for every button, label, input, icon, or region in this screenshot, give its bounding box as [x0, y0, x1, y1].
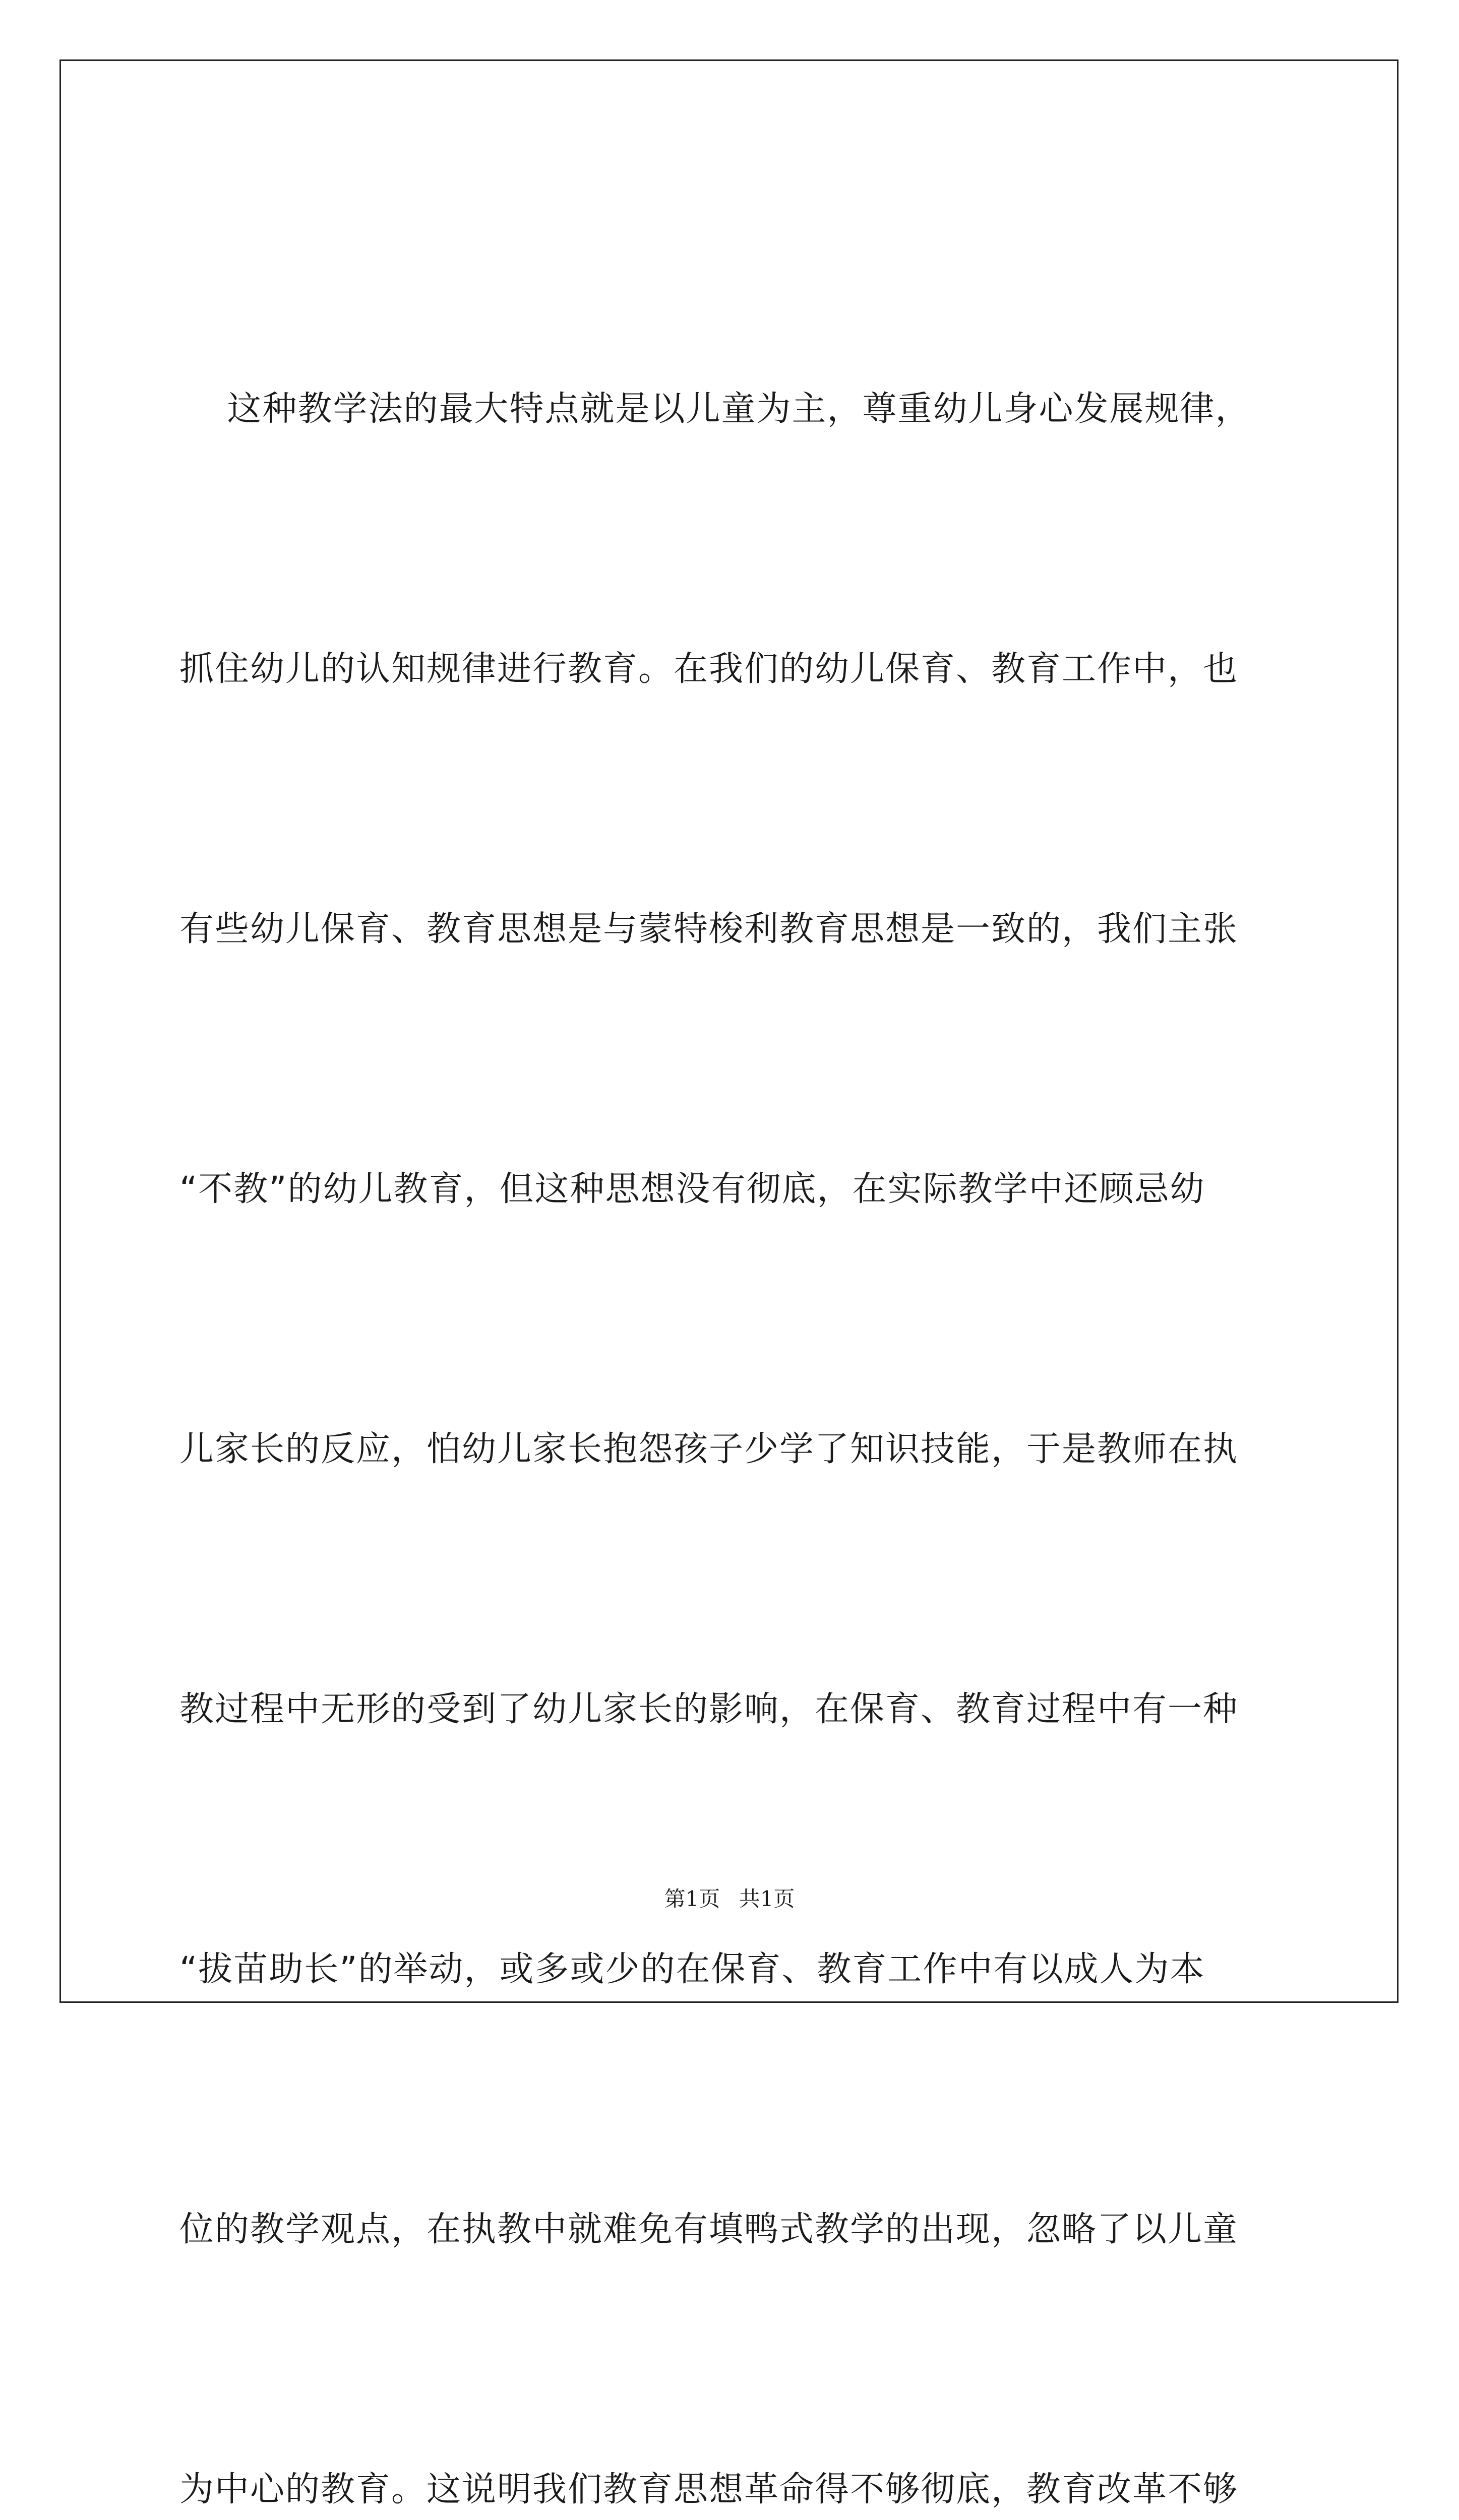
page-total: 共1页 [739, 1886, 795, 1911]
text-line: 儿家长的反应，怕幼儿家长抱怨孩子少学了知识技能，于是教师在执 [179, 1429, 1239, 1469]
text-line: “不教”的幼儿教育，但这种思想没有彻底，在实际教学中还顾忌幼 [179, 1169, 1205, 1209]
body-paragraph [179, 193, 1289, 2520]
text-line: 为中心的教育。这说明我们教育思想革命得不够彻底，教育改革不够 [179, 2470, 1239, 2509]
text-line: 教过程中无形的受到了幼儿家长的影响，在保育、教育过程中有一种 [179, 1689, 1239, 1729]
text-line: 抓住幼儿的认知规律进行教育。在我们的幼儿保育、教育工作中，也 [179, 649, 1239, 689]
page-footer [0, 1882, 1459, 1913]
text-line: 这种教学法的最大特点就是以儿童为主，尊重幼儿身心发展规律， [179, 389, 1251, 429]
text-line: “拔苗助长”的举动，或多或少的在保育、教育工作中有以成人为本 [179, 1949, 1205, 1989]
text-line: 有些幼儿保育、教育思想是与蒙特梭利教育思想是一致的，我们主张 [179, 909, 1239, 949]
text-line: 位的教学观点，在执教中就难免有填鸭式教学的出现，忽略了以儿童 [179, 2210, 1239, 2249]
page-number: 第1页 [664, 1886, 720, 1911]
